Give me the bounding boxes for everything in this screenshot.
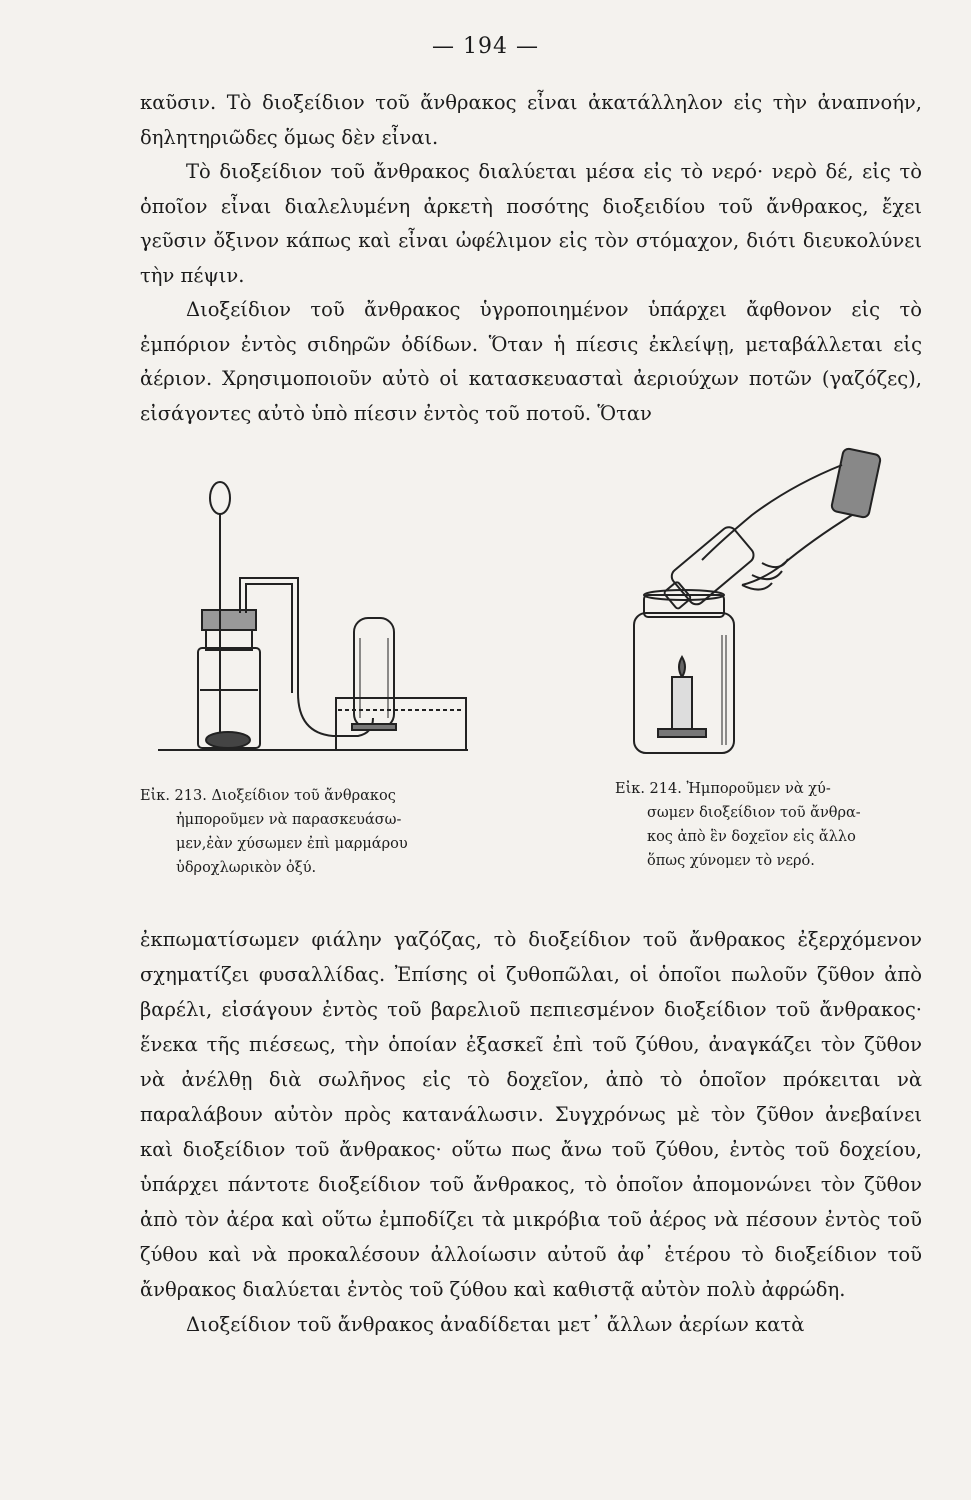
paragraph: Τὸ διοξείδιον τοῦ ἄνθρακος διαλύεται μέσα εἰς τὸ νερό· νερὸ δέ, εἰς τὸ ὁποῖον εἶναι διαλελυμένη ἀρκετὴ ποσότης διοξειδίου τοῦ ἄνθρακος, ἔχει γεῦσιν ὄξινον κάπως καὶ εἶναι ὠφέλιμον εἰς τὸν στόμαχον, διότι διευκολύνει τὴν πέψιν. xyxy=(140,160,922,287)
caption-line: Διοξείδιον τοῦ ἄνθρακος xyxy=(211,788,396,804)
caption-line: ὅπως χύνομεν τὸ νερό. xyxy=(647,853,815,869)
caption-line: ὑδροχλωρικὸν ὀξύ. xyxy=(176,860,317,876)
paragraph: Διοξείδιον τοῦ ἄνθρακος ἀναδίδεται μετ᾽ ἄλλων ἀερίων κατὰ xyxy=(186,1313,805,1336)
bottom-text-block xyxy=(140,922,922,1342)
caption-line: σωμεν διοξείδιον τοῦ ἄνθρα- xyxy=(647,805,861,821)
figure-213-illustration xyxy=(158,478,488,758)
paragraph: Διοξείδιον τοῦ ἄνθρακος ὑγροποιημένον ὑπάρχει ἄφθονον εἰς τὸ ἐμπόριον ἐντὸς σιδηρῶν ὀδίδων. Ὅταν ἡ πίεσις ἐκλείψῃ, μεταβάλλεται εἰς ἀέριον. Χρησιμοποιοῦν αὐτὸ οἱ κατασκευασταὶ ἀεριούχων ποτῶν (γαζόζες), εἰσάγοντες αὐτὸ ὑπὸ πίεσιν ἐντὸς τοῦ ποτοῦ. Ὅταν xyxy=(140,298,922,425)
figure-214-illustration xyxy=(612,445,902,760)
top-text-block xyxy=(140,86,922,431)
figure-214-caption xyxy=(615,777,915,873)
figure-213-label: Εἰκ. 213. xyxy=(140,788,207,804)
page-number: — 194 — xyxy=(432,34,539,59)
figure-214-label: Εἰκ. 214. xyxy=(615,781,682,797)
caption-line: ἠμποροῦμεν νὰ παρασκευάσω- xyxy=(176,812,402,828)
paragraph: ἐκπωματίσωμεν φιάλην γαζόζας, τὸ διοξείδιον τοῦ ἄνθρακος ἐξερχόμενον σχηματίζει φυσαλλίδας. Ἐπίσης οἱ ζυθοπῶλαι, οἱ ὁποῖοι πωλοῦν ζῦθον ἀπὸ βαρέλι, εἰσάγουν ἐντὸς τοῦ βαρελιοῦ πεπιεσμένον διοξείδιον τοῦ ἄνθρακος· ἕνεκα τῆς πιέσεως, τὴν ὁποίαν ἐξασκεῖ ἐπὶ τοῦ ζύθου, ἀναγκάζει τὸν ζῦθον νὰ ἀνέλθῃ διὰ σωλῆνος εἰς τὸ δοχεῖον, ἀπὸ τὸ ὁποῖον πρόκειται νὰ παραλάβουν αὐτὸν πρὸς κατανάλωσιν. Συγχρόνως μὲ τὸν ζῦθον ἀνεβαίνει καὶ διοξείδιον τοῦ ἄνθρακος· οὕτω πως ἄνω τοῦ ζύθου, ἐντὸς τοῦ δοχείου, ὑπάρχει πάντοτε διοξείδιον τοῦ ἄνθρακος, τὸ ὁποῖον ἀπομονώνει τὸν ζῦθον ἀπὸ τὸν ἀέρα καὶ οὕτω ἐμποδίζει τὰ μικρόβια τοῦ ἀέρος νὰ πέσουν ἐντὸς τοῦ ζύθου καὶ νὰ προκαλέσουν ἀλλοίωσιν αὐτοῦ ἀφ᾽ ἑτέρου τὸ διοξείδιον τοῦ ἄνθρακος διαλύεται ἐντὸς τοῦ ζύθου καὶ καθιστᾷ αὐτὸν πολὺ ἀφρώδη. xyxy=(140,928,922,1301)
caption-line: κος ἀπὸ ἓν δοχεῖον εἰς ἄλλο xyxy=(647,829,856,845)
paragraph: καῦσιν. Τὸ διοξείδιον τοῦ ἄνθρακος εἶναι ἀκατάλληλον εἰς τὴν ἀναπνοήν, δηλητηριῶδες ὅμως δὲν εἶναι. xyxy=(140,91,922,149)
caption-line: Ἠμποροῦμεν νὰ χύ- xyxy=(686,781,831,797)
caption-line: μεν,ἐὰν χύσωμεν ἐπὶ μαρμάρου xyxy=(176,836,408,852)
figure-213-caption xyxy=(140,784,510,880)
